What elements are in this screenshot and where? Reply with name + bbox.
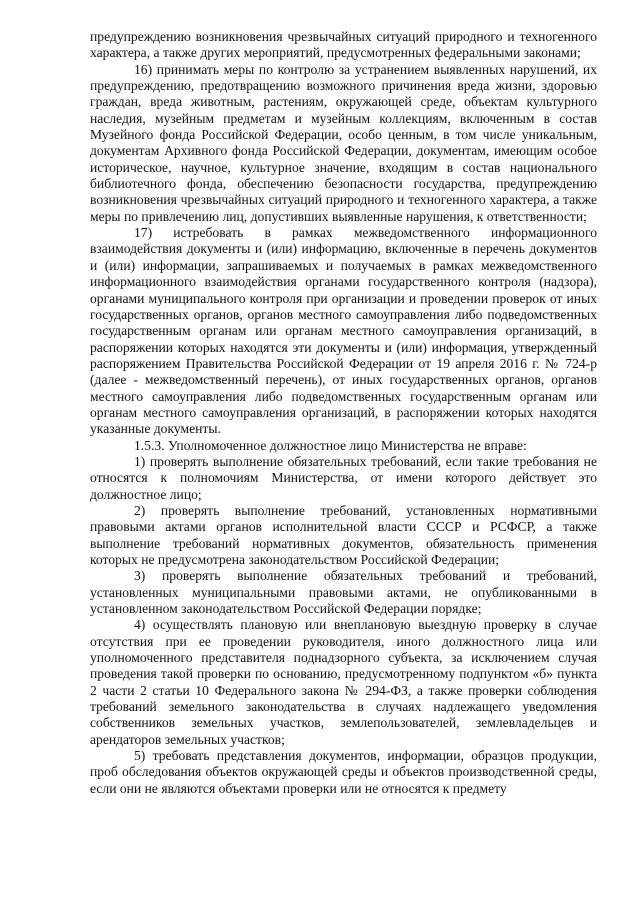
section-heading-1-5-3: 1.5.3. Уполномоченное должностное лицо Министерства не вправе:: [134, 437, 527, 453]
paragraph-item-17: 17) истребовать в рамках межведомственного информационного взаимодействия документы и (или) информацию, включенные в перечень документов и (или) информации, запрашиваемых и получаемых в рамках межведомственного информационного взаимодействия органами государственного контроля (надзора), органами муниципального контроля при организации и проведении проверок от иных государственных органов, органов местного самоуправления либо подведомственных государственным органам или органам местного самоуправления организаций, в распоряжении которых находятся эти документы и (или) информация, утвержденный распоряжением Правительства Российской Федерации от 19 апреля 2016 г. № 724-р (далее - межведомственный перечень), от иных государственных органов, органов местного самоуправления либо подведомственных государственным органам или органам местного самоуправления организаций, в распоряжении которых находятся указанные документы.: [90, 225, 597, 437]
paragraph-item-4: 4) осуществлять плановую или внеплановую выездную проверку в случае отсутствия при ее проведении руководителя, иного должностного лица или уполномоченного представителя поднадзорного субъекта, за исключением случая проведения такой проверки по основанию, предусмотренному подпунктом «б» пункта 2 части 2 статьи 10 Федерального закона № 294-ФЗ, а также проверки соблюдения требований земельного законодательства в случаях надлежащего уведомления собственников земельных участков, землепользователей, землевладельцев и арендаторов земельных участков;: [90, 617, 597, 747]
paragraph-item-5: 5) требовать представления документов, информации, образцов продукции, проб обследования объектов окружающей среды и объектов производственной среды, если они не являются объектами проверки или не относятся к предмету: [90, 748, 597, 796]
paragraph-item-16: 16) принимать меры по контролю за устранением выявленных нарушений, их предупреждению, предотвращению возможного причинения вреда жизни, здоровью граждан, вреда животным, растениям, окружающей среде, объектам культурного наследия, музейным предметам и музейным коллекциям, включенным в состав Музейного фонда Российской Федерации, особо ценным, в том числе уникальным, документам Архивного фонда Российской Федерации, документам, имеющим особое историческое, научное, культурное значение, входящим в состав национального библиотечного фонда, обеспечению безопасности государства, предупреждению возникновения чрезвычайных ситуаций природного и техногенного характера, а также меры по привлечению лиц, допустивших выявленные нарушения, к ответственности;: [90, 61, 597, 224]
paragraph-item-3: 3) проверять выполнение обязательных требований и требований, установленных муниципальными правовыми актами, не опубликованными в установленном законодательством Российской Федерации порядке;: [90, 568, 597, 617]
paragraph-item-2: 2) проверять выполнение требований, установленных нормативными правовыми актами органов исполнительной власти СССР и РСФСР, а также выполнение требований нормативных документов, обязательность применения которых не предусмотрена законодательством Российской Федерации;: [90, 502, 597, 567]
paragraph-item-1: 1) проверять выполнение обязательных требований, если такие требования не относятся к полномочиям Министерства, от имени которого действует это должностное лицо;: [90, 453, 597, 502]
paragraph-continuation: предупреждению возникновения чрезвычайных ситуаций природного и техногенного характера, а также других мероприятий, предусмотренных федеральными законами;: [90, 29, 597, 61]
